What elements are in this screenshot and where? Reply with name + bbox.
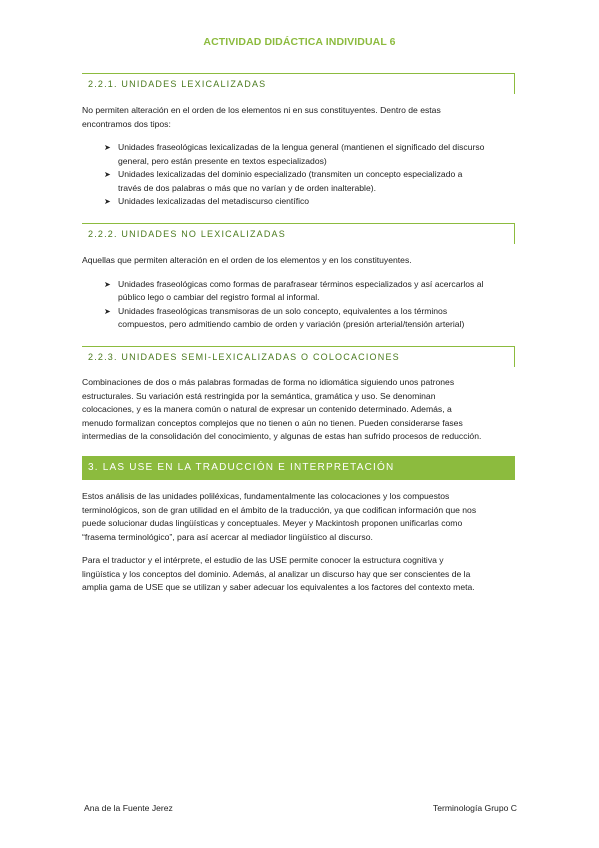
footer-course: Terminología Grupo C [432,803,517,813]
section-heading: 2.2.1. UNIDADES LEXICALIZADAS [82,73,515,94]
arrow-bullet-icon: ➤ [104,306,111,316]
list-item-line: público lego o cambiar del registro formal al informal. [118,292,320,302]
arrow-bullet-icon: ➤ [104,170,111,179]
arrow-bullet-icon: ➤ [104,143,111,152]
list-item-line: Unidades fraseológicas transmisoras de un solo concepto, equivalentes a los términos [118,305,448,316]
paragraph-line: puede solucionar dudas lingüísticas y conceptuales. Meyer y Mackintosh proponen unificarlas como [82,518,463,528]
section-use-traduccion [82,456,515,595]
list-item-line: compuestos, pero admitiendo cambio de orden y variación (presión arterial/tensión arterial) [118,319,465,329]
paragraph-line: No permiten alteración en el orden de los elementos ni en sus constituyentes. Dentro de estas [82,105,441,115]
list-item-line: través de dos palabras o más que no varían y de orden inalterable). [118,182,376,193]
bullet-list [82,278,515,332]
list-item-line: Unidades lexicalizadas del metadiscurso científico [118,196,310,206]
list-item [104,168,515,195]
paragraph-line: “frasema terminológico”, para así acercar al mediador lingüístico al discurso. [82,531,373,542]
list-item [104,195,515,209]
paragraph-line: Para el traductor y el intérprete, el estudio de las USE permite conocer la estructura cognitiva y [82,555,444,565]
list-item [104,305,515,332]
paragraph-line: terminológicos, son de gran utilidad en el ámbito de la traducción, ya que codifican información que nos [82,504,477,515]
paragraph-line: encontramos dos tipos: [82,118,171,129]
list-item-line: general, pero están presente en textos especializados) [118,155,327,166]
paragraph-line: menudo formalizan conceptos complejos que no tienen o aún no tienen. Pueden considerarse fases [82,417,463,428]
paragraph-line: Estos análisis de las unidades poliléxicas, fundamentalmente las colocaciones y los compuestos [82,491,450,501]
page-header-title: ACTIVIDAD DIDÁCTICA INDIVIDUAL 6 [203,36,396,48]
paragraph-line: Combinaciones de dos o más palabras formadas de forma no idiomática siguiendo unos patrones [82,377,455,387]
list-item-line: Unidades fraseológicas como formas de parafrasear términos especializados y así acercarlos al [118,278,484,289]
section-heading-filled: 3. LAS USE EN LA TRADUCCIÓN E INTERPRETACIÓN [82,456,515,480]
arrow-bullet-icon: ➤ [104,197,111,206]
paragraph-line: estructurales. Su variación está restringida por la semántica, gramática y uso. Se denominan [82,390,436,401]
arrow-bullet-icon: ➤ [104,279,111,289]
section-unidades-no-lexicalizadas [82,223,515,332]
list-item [104,141,515,168]
list-item-line: Unidades lexicalizadas del dominio especializado (transmiten un concepto especializado a [118,169,463,179]
section-heading: 2.2.3. UNIDADES SEMI-LEXICALIZADAS O COLOCACIONES [82,346,515,367]
paragraph-line: colocaciones, y es la manera común o natural de expresar un contenido determinado. Además, a [82,404,452,414]
paragraph-line: amplia gama de USE que se utilizan y saber adecuar los equivalentes a los factores del contexto meta. [82,582,475,592]
list-item [104,278,515,305]
paragraph-line: intermedias de la consolidación del conocimiento, y algunas de estas han sufrido procesos de reducción. [82,431,482,441]
section-heading: 2.2.2. UNIDADES NO LEXICALIZADAS [82,223,515,244]
bullet-list [82,141,515,209]
paragraph-line: lingüística y los conceptos del dominio. Además, al analizar un discurso hay que ser conscientes de la [82,568,471,579]
section-semi-lexicalizadas [82,346,515,444]
list-item-line: Unidades fraseológicas lexicalizadas de la lengua general (mantienen el significado del discurso [118,142,485,152]
section-unidades-lexicalizadas [82,73,515,209]
paragraph-line: Aquellas que permiten alteración en el orden de los elementos y en los constituyentes. [82,255,412,265]
footer-author: Ana de la Fuente Jerez [84,803,173,813]
